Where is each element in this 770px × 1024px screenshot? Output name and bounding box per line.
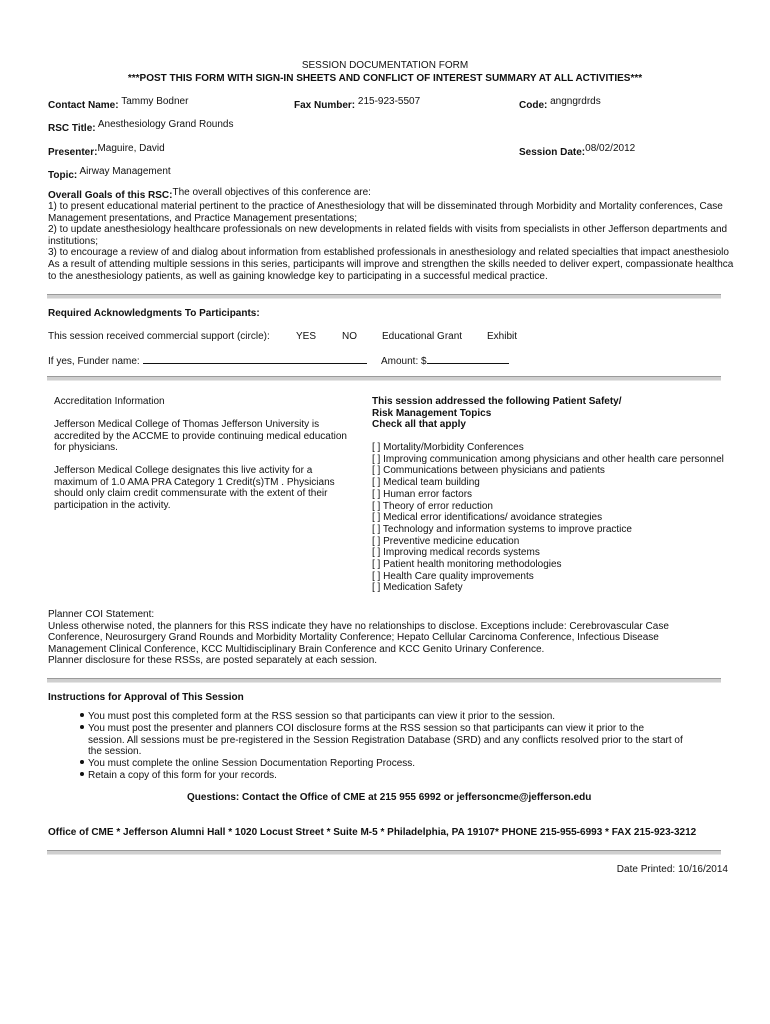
code-field [519, 96, 601, 111]
instruction-bullet: Retain a copy of this form for your records. [80, 770, 277, 781]
patient-safety-checklist [372, 442, 724, 594]
rsc-title-value: Anesthesiology Grand Rounds [97, 119, 234, 130]
amount-label: Amount: $ [381, 356, 427, 367]
topic-field [48, 166, 171, 181]
session-date-value: 08/02/2012 [585, 143, 636, 154]
option-no[interactable]: NO [342, 331, 357, 342]
contact-name-label: Contact Name: [48, 100, 119, 111]
accreditation-line: maximum of 1.0 AMA PRA Category 1 Credit(s)TM . Physicians [54, 476, 335, 488]
accreditation-text-2 [54, 465, 335, 512]
accreditation-line: for physicians. [54, 442, 118, 454]
section-divider [47, 294, 721, 299]
checklist-item-quality-improvements[interactable]: [ ] Health Care quality improvements [372, 570, 534, 582]
coi-line: Planner disclosure for these RSSs, are posted separately at each session. [48, 655, 378, 667]
accreditation-heading: Accreditation Information [54, 396, 165, 407]
checklist-item-technology[interactable]: [ ] Technology and information systems to improve practice [372, 523, 632, 535]
acknowledgments-heading: Required Acknowledgments To Participants: [48, 308, 260, 319]
checklist-item-team-building[interactable]: [ ] Medical team building [372, 477, 480, 489]
instruction-bullet: You must complete the online Session Documentation Reporting Process. [80, 758, 415, 769]
accreditation-line: Jefferson Medical College designates this live activity for a [54, 465, 313, 476]
coi-line: Unless otherwise noted, the planners for this RSS indicate they have no relationships to disclose. Exceptions include: Cerebrovascular Case [48, 620, 669, 632]
goals-line: institutions; [48, 235, 99, 247]
form-title: SESSION DOCUMENTATION FORM [301, 60, 469, 71]
coi-line: Planner COI Statement: [48, 609, 155, 620]
goals-line: 2) to update anesthesiology healthcare professionals on new developments in related fields with visits from specialists in other Jefferson departments and [48, 224, 728, 236]
section-divider [47, 678, 721, 683]
goals-intro: The overall objectives of this conference are: [172, 187, 371, 198]
fax-number-value: 215-923-5507 [357, 96, 421, 107]
goals-line: to the anesthesiology patients, as well as gaining knowledge key to participating in a successful medical practice. [48, 270, 548, 282]
presenter-value: Maguire, David [97, 143, 165, 154]
checklist-item-error-reduction[interactable]: [ ] Theory of error reduction [372, 500, 493, 512]
patient-safety-heading-line: Risk Management Topics [372, 407, 492, 419]
accreditation-text-1 [54, 419, 347, 454]
checklist-item-mortality-morbidity[interactable]: [ ] Mortality/Morbidity Conferences [372, 442, 524, 453]
checklist-item-medical-records[interactable]: [ ] Improving medical records systems [372, 547, 540, 559]
checklist-item-medication-safety[interactable]: [ ] Medication Safety [372, 582, 463, 594]
section-divider [47, 850, 721, 855]
topic-value: Airway Management [79, 166, 171, 177]
questions-contact: Questions: Contact the Office of CME at 215 955 6992 or jeffersoncme@jefferson.edu [187, 792, 592, 803]
topic-label: Topic: [48, 170, 78, 181]
session-date-field [519, 143, 636, 158]
bullet-icon [80, 713, 84, 717]
session-date-label: Session Date: [519, 147, 586, 158]
instruction-bullet: You must post the presenter and planners COI disclosure forms at the RSS session so that participants can view it prior to the session. All sessions must be pre-registered in the Session Registration Database (SRD) and any conflicts resolved prior to the start of the session. [80, 723, 683, 758]
goals-line: As a result of attending multiple sessions in this series, participants will improve and strengthen the skills needed to deliver expert, compassionate healthca [48, 258, 734, 270]
bullet-icon [80, 760, 84, 764]
checklist-item-communication-patients[interactable]: [ ] Communications between physicians and patients [372, 465, 605, 477]
patient-safety-heading-line: This session addressed the following Patient Safety/ [372, 396, 622, 407]
goals-text [48, 201, 738, 282]
checklist-item-error-identification[interactable]: [ ] Medical error identifications/ avoidance strategies [372, 512, 603, 524]
checklist-item-human-error[interactable]: [ ] Human error factors [372, 488, 473, 500]
goals-line: 3) to encourage a review of and dialog about information from established professionals in anesthesiology and related specialties that impact anesthesiolo [48, 247, 729, 259]
option-yes[interactable]: YES [296, 331, 317, 342]
coi-statement [48, 609, 738, 667]
checklist-item-preventive-medicine[interactable]: [ ] Preventive medicine education [372, 535, 520, 547]
funder-name-input[interactable] [143, 354, 367, 364]
goals-line: 1) to present educational material pertinent to the practice of Anesthesiology that will be disseminated through Morbidity and Mortality conferences, Case [48, 201, 723, 212]
bullet-icon [80, 772, 84, 776]
rsc-title-field [48, 119, 234, 134]
fax-number-label: Fax Number: [294, 100, 356, 111]
presenter-label: Presenter: [48, 147, 98, 158]
option-exhibit[interactable]: Exhibit [487, 331, 518, 342]
form-subtitle: ***POST THIS FORM WITH SIGN-IN SHEETS AND CONFLICT OF INTEREST SUMMARY AT ALL ACTIVITIES*** [127, 73, 643, 84]
amount-input[interactable] [427, 354, 509, 364]
accreditation-line: Jefferson Medical College of Thomas Jefferson University is [54, 419, 320, 430]
rsc-title-label: RSC Title: [48, 123, 96, 134]
accreditation-line: should only claim credit commensurate with the extent of their [54, 488, 328, 500]
section-divider [47, 376, 721, 381]
amount-field [381, 354, 509, 367]
checklist-item-communication-personnel[interactable]: [ ] Improving communication among physicians and other health care personnel [372, 453, 724, 465]
funder-name-field [48, 354, 367, 367]
commercial-support-question: This session received commercial support (circle): [48, 331, 270, 342]
patient-safety-heading-line: Check all that apply [372, 419, 466, 431]
goals-heading [48, 187, 371, 201]
goals-line: Management presentations, and Practice Management presentations; [48, 212, 358, 224]
accreditation-line: participation in the activity. [54, 500, 171, 512]
instructions-heading: Instructions for Approval of This Session [48, 692, 244, 703]
checklist-item-health-monitoring[interactable]: [ ] Patient health monitoring methodologies [372, 559, 562, 571]
bullet-icon [80, 725, 84, 729]
contact-name-field [48, 96, 189, 111]
accreditation-line: accredited by the ACCME to provide continuing medical education [54, 430, 347, 442]
contact-name-value: Tammy Bodner [121, 96, 189, 107]
goals-label: Overall Goals of this RSC: [48, 190, 173, 201]
instruction-bullet: You must post this completed form at the RSS session so that participants can view it prior to the session. [80, 711, 555, 722]
option-educational-grant[interactable]: Educational Grant [382, 331, 463, 342]
date-printed: Date Printed: 10/16/2014 [616, 864, 728, 875]
fax-number-field [294, 96, 421, 111]
coi-line: Management Clinical Conference, KCC Multidisciplinary Brain Conference and KCC Genito Urinary Conference. [48, 643, 545, 655]
code-label: Code: [519, 100, 548, 111]
office-address: Office of CME * Jefferson Alumni Hall * 1020 Locust Street * Suite M-5 * Philadelphia, PA 19107* PHONE 215-955-6993 * FAX 215-923-3212 [48, 827, 697, 838]
funder-name-label: If yes, Funder name: [48, 356, 140, 367]
patient-safety-heading [372, 396, 622, 431]
coi-line: Conference, Neurosurgery Grand Rounds and Morbidity Mortality Conference; Hepato Cellular Carcinoma Conference, Infectious Disease [48, 632, 659, 644]
code-value: angngrdrds [550, 96, 601, 107]
presenter-field [48, 143, 165, 158]
